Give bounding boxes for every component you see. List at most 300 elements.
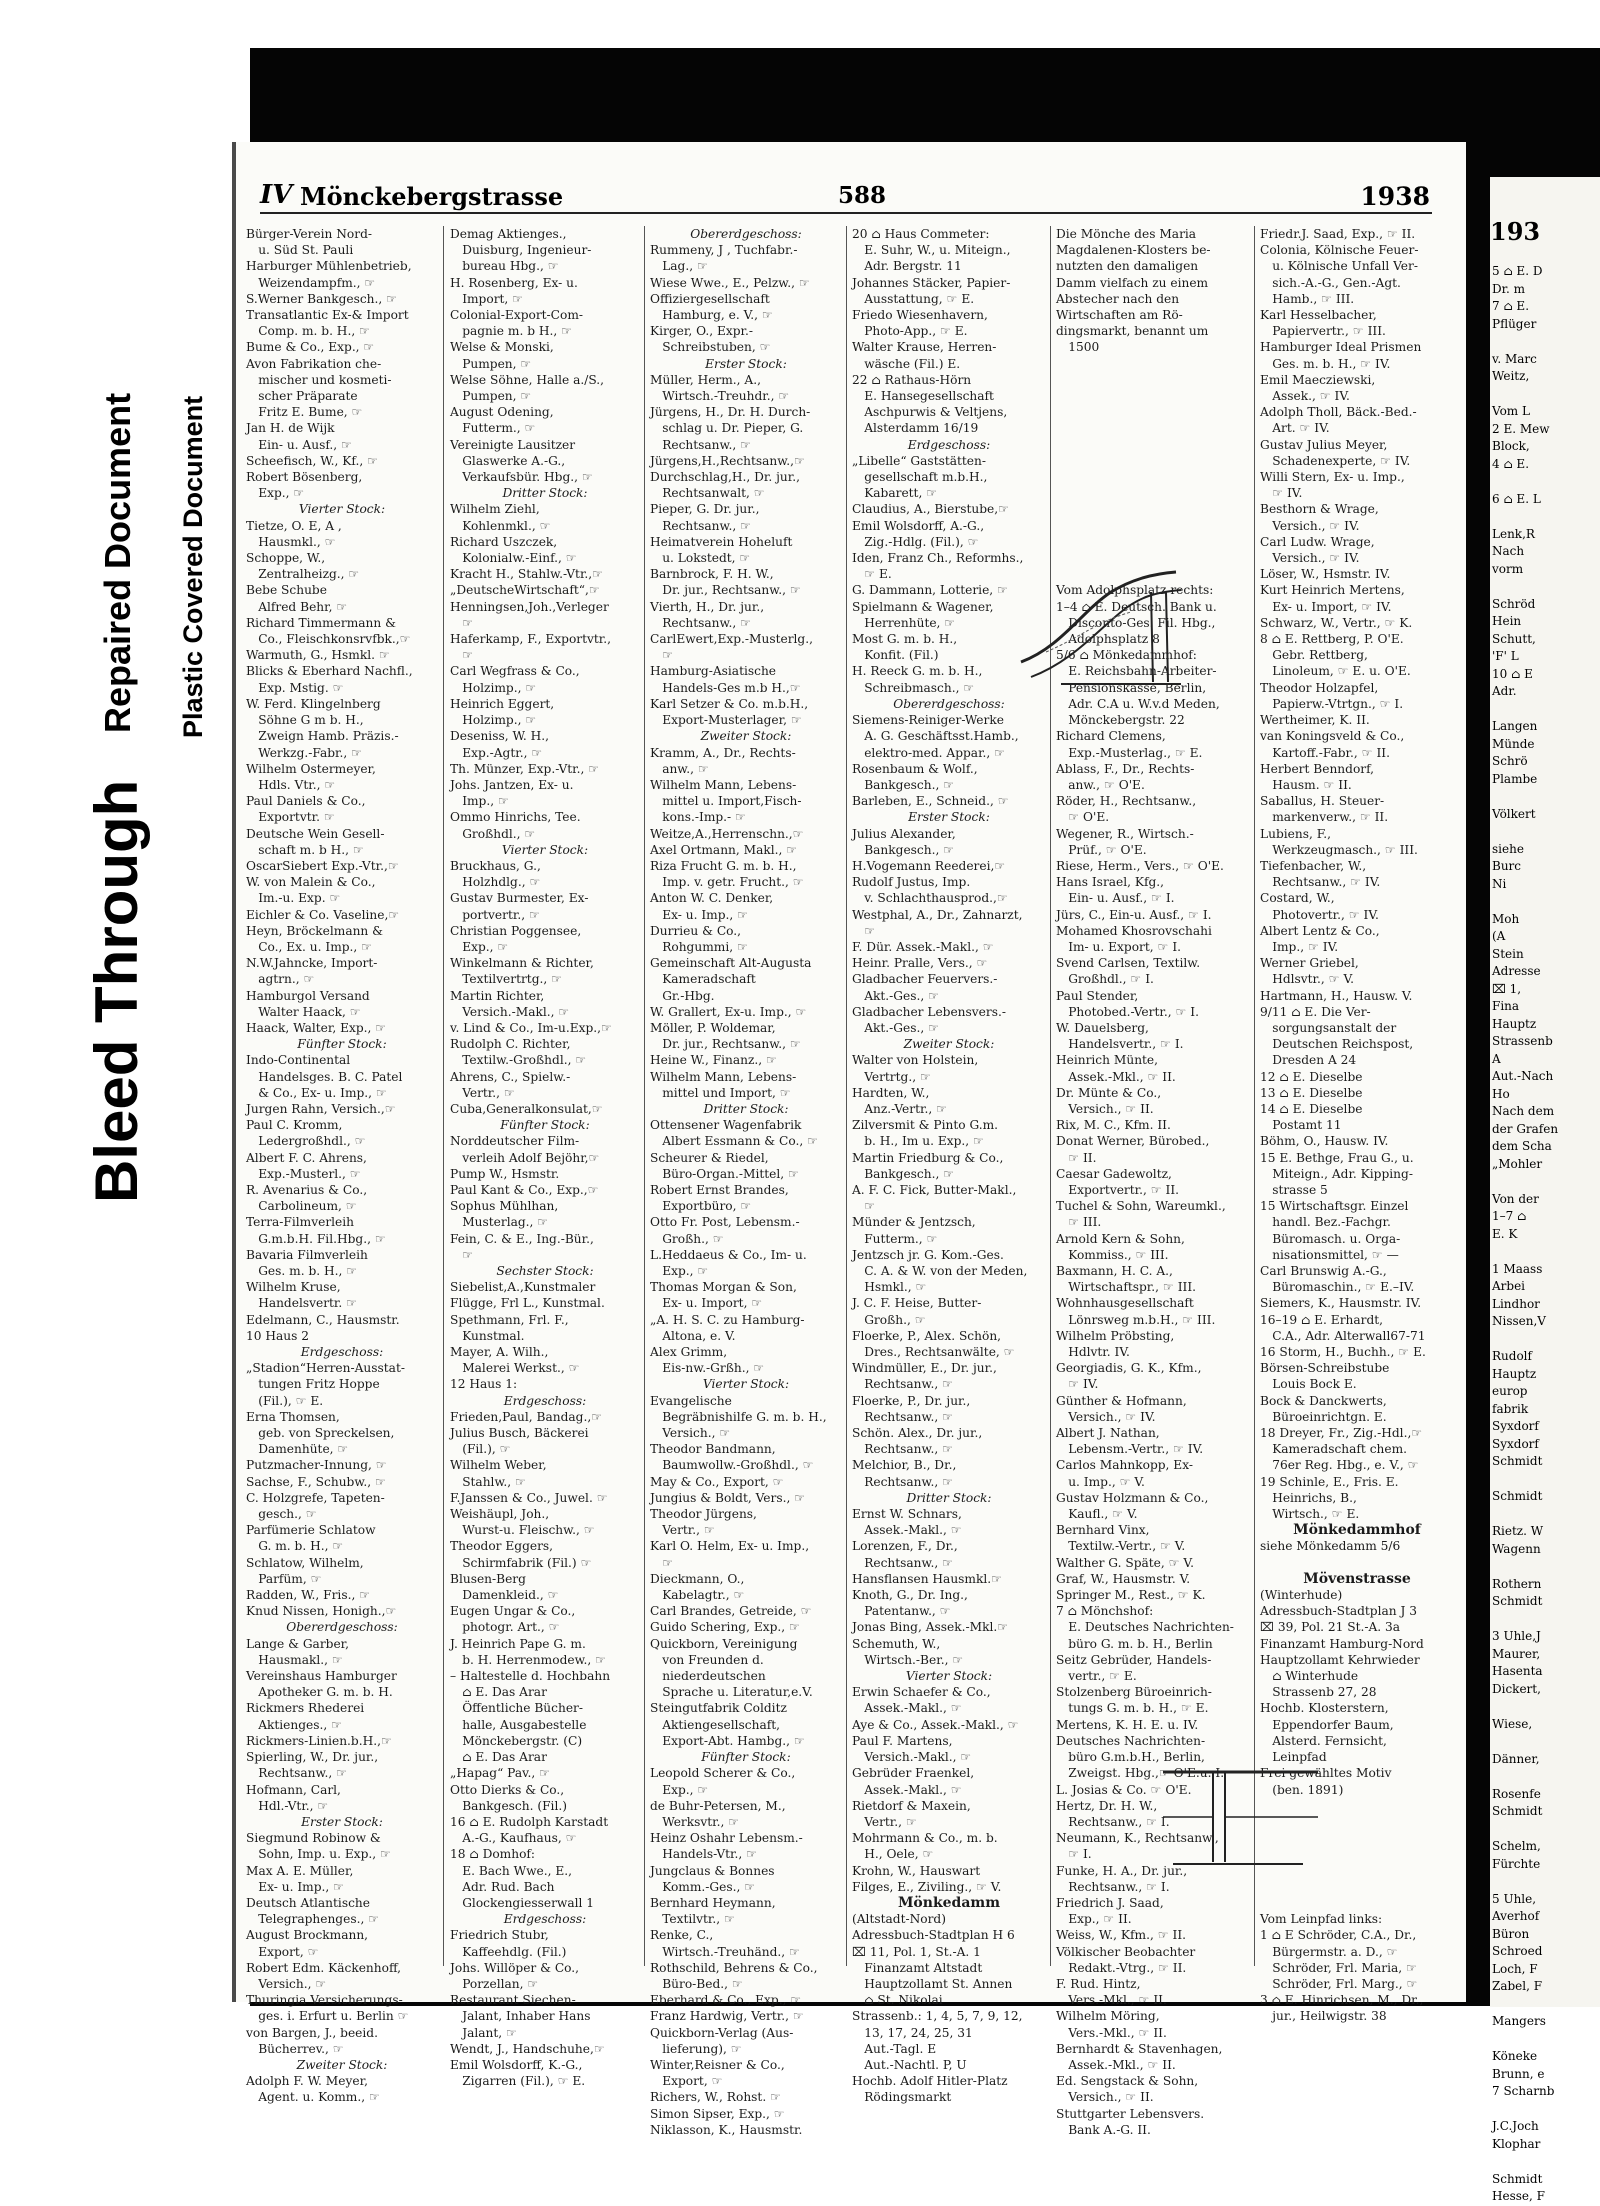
directory-entry-line: Pensionskasse, Berlin, [1056,680,1207,695]
directory-entry-line: Otto Fr. Post, Lebensm.- [650,1215,800,1230]
directory-entry-line: Handelsvertr., ☞ I. [1056,1037,1184,1052]
directory-entry-line: vertr., ☞ E. [1056,1669,1137,1684]
directory-entry-line: Postamt 11 [1260,1118,1342,1133]
directory-entry-line: Exp. Mstig. ☞ [246,680,344,695]
directory-entry-line: Futterm., ☞ [852,1231,938,1246]
next-page-line: Block, [1492,439,1530,453]
directory-entry-line: ⌂ St. Nikolai [852,1993,943,2008]
directory-entry-line: Hsmkl., ☞ [852,1280,927,1295]
directory-entry-line: W. von Malein & Co., [246,875,376,890]
district-numeral: IV [260,180,293,210]
directory-entry-line: Disconto-Ges. Fil. Hbg., [1056,615,1216,630]
directory-entry-line [1056,437,1250,453]
directory-entry-line: G. Dammann, Lotterie, ☞ [852,583,1008,598]
directory-entry-line: Robert Edm. Käckenhoff, [246,1960,402,1975]
directory-entry-line: Begräbnishilfe G. m. b. H., [650,1409,827,1424]
directory-entry-line: Jalant, Inhaber Hans [450,2009,591,2024]
next-page-line: 7 ⌂ E. [1492,299,1530,313]
directory-entry-line: Verkaufsbür. Hbg., ☞ [450,470,593,485]
directory-entry-line: Gemeinschaft Alt-Augusta [650,956,812,971]
directory-entry-line: Scheefisch, W., Kf., ☞ [246,453,379,468]
directory-entry-line: van Koningsveld & Co., [1260,729,1405,744]
directory-entry-line: Fein, C. & E., Ing.-Bür., [450,1231,594,1246]
directory-entry-line: Versich., ☞ [650,1426,731,1441]
directory-entry-line: Handelsges. B. C. Patel [246,1069,403,1084]
directory-entry-line: büro G.m.b.H., Berlin, [1056,1750,1205,1765]
directory-entry-line: Bank A.-G. II. [1056,2122,1151,2137]
directory-entry-line: Versich., ☞ II. [1056,1101,1154,1116]
directory-entry-line: Ablass, F., Dr., Rechts- [1056,761,1195,776]
directory-entry-line: (Fil.), ☞ [450,1442,511,1457]
directory-entry-line: 1500 [1056,340,1100,355]
next-page-line: „Mohler [1492,1156,1543,1171]
directory-entry-line: Siegmund Robinow & [246,1831,381,1846]
directory-entry-line: Ex- u. Imp., ☞ [650,907,749,922]
directory-entry-line: Adressbuch-Stadtplan J 3 [1260,1604,1418,1619]
directory-entry-line: Spierling, W., Dr. jur., [246,1750,379,1765]
directory-entry-line: Kabelagtr., ☞ [650,1588,745,1603]
next-page-line: Ni [1492,876,1507,891]
directory-entry-line: 20 ⌂ Haus Commeter: [852,227,990,241]
directory-entry-line: Johs. Willöper & Co., [450,1960,580,1975]
directory-entry-line: Alsterd. Fernsicht, [1260,1733,1387,1748]
directory-entry-line: Textilw.-Großhdl., ☞ [450,1053,587,1068]
directory-entry-line: Herrenhüte, ☞ [852,615,956,630]
floor-heading: Erdgeschoss: [300,1345,384,1360]
next-page-line [1492,1873,1600,1891]
directory-entry-line: Martin Friedburg & Co., [852,1150,1004,1165]
directory-entry-line: Exp.-Agtr., ☞ [450,745,543,760]
directory-entry-line: Wiese Wwe., E., Pelzw., ☞ [650,275,810,290]
directory-entry-line: Gladbacher Lebensvers.- [852,1004,1006,1019]
directory-entry-line: Rudolf Justus, Imp. [852,875,971,890]
directory-entry-line: Ottensener Wagenfabrik [650,1118,802,1133]
next-page-line: Dr. m [1492,281,1526,296]
directory-entry-line: u. Imp., ☞ V. [1056,1474,1145,1489]
directory-entry-line: Welse Söhne, Halle a./S., [450,372,605,387]
directory-entry-line: Finanzamt Hamburg-Nord [1260,1636,1424,1651]
directory-entry-line: Walter von Holstein, [852,1053,979,1068]
directory-entry-line: wäsche (Fil.) E. [852,356,961,371]
directory-entry-line: Schreibmasch., ☞ [852,680,975,695]
directory-entry-line: 19 Schinle, E., Fris. E. [1260,1474,1399,1489]
directory-entry-line: (Altstadt-Nord) [852,1912,946,1927]
directory-entry-line: Komm.-Ges., ☞ [650,1879,756,1894]
directory-entry-line: von Freunden d. [650,1652,764,1667]
directory-entry-line: Finanzamt Altstadt [852,1960,983,1975]
directory-entry-line: Wilhelm Weber, [450,1458,547,1473]
directory-entry-line: Lönrsweg m.b.H., ☞ III. [1056,1312,1216,1327]
directory-entry-line: Hardten, W., [852,1085,930,1100]
directory-entry-line: Iden, Franz Ch., Reformhs., [852,551,1024,566]
next-page-line: siehe [1492,841,1524,856]
directory-entry-line: Holzhdlg., ☞ [450,875,541,890]
directory-entry-line: Friedrich Stubr, [450,1928,549,1943]
directory-entry-line: kons.-Imp.- ☞ [650,810,746,825]
directory-entry-line: Böhm, O., Hausw. IV. [1260,1134,1389,1149]
directory-entry-line: Mayer, A. Wilh., [450,1345,549,1360]
next-page-line: Schmidt [1492,1594,1543,1608]
directory-entry-line: Dr. Münte & Co., [1056,1085,1162,1100]
directory-entry-line: Wertheimer, K. II. [1260,713,1370,728]
directory-entry-line: Handelsvertr. ☞ [246,1296,358,1311]
directory-entry-line: Börsen-Schreibstube [1260,1361,1390,1376]
next-page-line: Schmidt [1492,2171,1543,2186]
directory-entry-line: Claudius, A., Bierstube,☞ [852,502,1010,517]
directory-entry-line: Aye & Co., Assek.-Makl., ☞ [852,1717,1019,1732]
directory-entry-line: Co., Ex. u. Imp., ☞ [246,939,373,954]
directory-entry-line: Leinpfad [1260,1750,1327,1765]
directory-entry-line: Aut.-Nachtl. P, U [852,2057,967,2072]
directory-entry-line: Filges, E., Ziviling., ☞ V. [852,1879,1002,1894]
directory-entry-line: Siemers, K., Hausmstr. IV. [1260,1296,1422,1311]
directory-entry-line: L. Josias & Co. ☞ O'E. [1056,1782,1192,1797]
directory-entry-line: Vierth, H., Dr. jur., [650,599,765,614]
directory-entry-line: v. Lind & Co., Im-u.Exp.,☞ [450,1020,612,1035]
next-page-line: Pflüger [1492,316,1537,331]
directory-entry-line: Indo-Continental [246,1053,351,1068]
directory-entry-line: Melchior, B., Dr., [852,1458,957,1473]
directory-entry-line: 3 ⌂ E. Hinrichsen, M., Dr., [1260,1993,1424,2008]
directory-entry-line: OscarSiebert Exp.-Vtr.,☞ [246,858,399,873]
directory-entry-line: Parfümerie Schlatow [246,1523,376,1538]
directory-entry-line: siehe Mönkedamm 5/6 [1260,1539,1401,1554]
directory-entry-line: Kurt Heinrich Mertens, [1260,583,1405,598]
directory-entry-line: Paul F. Martens, [852,1733,953,1748]
directory-entry-line: Louis Bock E. [1260,1377,1357,1392]
directory-entry-line: Walter Krause, Herren- [852,340,997,355]
directory-entry-line: schlag u. Dr. Pieper, G. [650,421,804,436]
directory-entry-line: Winter,Reisner & Co., [650,2057,785,2072]
directory-entry-line: ☞ [650,648,674,663]
directory-entry-line: Ex- u. Import, ☞ IV. [1260,599,1392,614]
directory-entry-line: Jürs, C., Ein-u. Ausf., ☞ I. [1056,907,1212,922]
next-page-line: Aut.-Nach [1492,1069,1554,1083]
directory-entry-line: Windmüller, E., Dr. jur., [852,1361,997,1376]
next-page-line: Fürchte [1492,1856,1541,1871]
directory-entry-line: Mertens, K. H. E. u. IV. [1056,1717,1199,1732]
directory-entry-line: Axel Ortmann, Makl., ☞ [650,842,798,857]
directory-entry-line: Heyn, Bröckelmann & [246,923,384,938]
directory-entry-line: Rietdorf & Maxein, [852,1798,971,1813]
directory-entry-line: Putzmacher-Innung, ☞ [246,1458,387,1473]
directory-entry-line: Dres., Rechtsanwälte, ☞ [852,1345,1015,1360]
directory-entry-line: Costard, W., [1260,891,1335,906]
directory-entry-line: b. H., Im u. Exp., ☞ [852,1134,984,1149]
street-heading: Mönkedamm [897,1894,1001,1911]
directory-entry-line: Photo-App., ☞ E. [852,324,968,339]
directory-entry-line: H. Rosenberg, Ex- u. [450,275,578,290]
directory-entry-line: Rechtsanw., ☞ [852,1442,954,1457]
directory-entry-line: Funke, H. A., Dr. jur., [1056,1863,1188,1878]
next-page-line [1492,1996,1600,2014]
directory-entry-line: H., Oele, ☞ [852,1847,934,1862]
directory-entry-line: Schlatow, Wilhelm, [246,1555,364,1570]
directory-entry-line: Max A. E. Müller, [246,1863,354,1878]
directory-entry-line: Werkzeugmasch., ☞ III. [1260,842,1418,857]
directory-entry-line: Vertr., ☞ [450,1085,515,1100]
directory-entry-line: Durrieu & Co., [650,923,742,938]
next-page-line: Strassenb [1492,1034,1553,1048]
directory-entry-line: Lag., ☞ [650,259,708,274]
directory-entry-line: Blicks & Eberhard Nachfl., [246,664,413,679]
directory-entry-line: Versich., ☞ IV. [1056,1409,1156,1424]
next-page-line: Stein [1492,946,1524,961]
directory-entry-line: Hausmakl., ☞ [246,1652,343,1667]
directory-entry-line: Damm vielfach zu einem [1056,275,1209,290]
directory-entry-line: Jungclaus & Bonnes [650,1863,775,1878]
directory-entry-line: Bürgermstr. a. D., ☞ [1260,1944,1398,1959]
directory-entry-line: Scheurer & Riedel, [650,1150,769,1165]
directory-entry-line: Hochb. Klosterstern, [1260,1701,1389,1716]
directory-entry-line: Wilhelm Möring, [1056,2009,1160,2024]
directory-entry-line: Rothschild, Behrens & Co., [650,1960,818,1975]
directory-entry-line: ⌂ E. Das Arar [450,1685,547,1700]
directory-entry-line: Glaswerke A.-G., [450,453,566,468]
directory-entry-line: Carlos Mahnkopp, Ex- [1056,1458,1193,1473]
directory-entry-line: Walter Haack, ☞ [246,1004,361,1019]
directory-entry-line: Export, ☞ [650,2074,723,2089]
next-page-line: Nach [1492,544,1525,558]
directory-entry-line: Most G. m. b. H., [852,632,958,647]
next-page-line: Schmidt [1492,1489,1543,1503]
directory-entry-line: 7 ⌂ Mönchshof: [1056,1604,1154,1619]
directory-entry-line: Wilhelm Mann, Lebens- [650,1069,797,1084]
directory-entry-line: Bernhard Vinx, [1056,1523,1150,1538]
directory-entry-line: pagnie m. b H., ☞ [450,324,573,339]
directory-entry-line: Carl Ludw. Wrage, [1260,534,1375,549]
directory-entry-line: Assek.-Mkl., ☞ II. [1056,2057,1176,2072]
directory-entry-line: Zilversmit & Pinto G.m. [852,1118,999,1133]
street-heading: Mönkedammhof [1293,1522,1421,1539]
directory-entry-line: Robert Ernst Brandes, [650,1182,789,1197]
directory-entry-line: Mönckebergstr. (C) [450,1733,583,1748]
directory-entry-line: Imp., ☞ IV. [1260,939,1339,954]
directory-entry-line: Paul Kant & Co., Exp.,☞ [450,1182,599,1197]
directory-entry-line: Theodor Eggers, [450,1539,554,1554]
next-page-line: ⌧ 1, [1492,981,1522,996]
directory-entry-line: 12 ⌂ E. Dieselbe [1260,1069,1363,1084]
directory-entry-line: Jürgens, H., Dr. H. Durch- [650,405,811,420]
address-book-page [232,142,1466,2137]
floor-heading: Erster Stock: [301,1814,383,1829]
directory-entry-line: Textilvtr., ☞ [650,1912,735,1927]
directory-entry-line: Kartoff.-Fabr., ☞ II. [1260,745,1390,760]
next-page-line: Lindhor [1492,1296,1540,1311]
next-page-year: 193 [1490,217,1541,246]
floor-heading: Obererdgeschoss: [286,1620,398,1635]
next-page-line: Schmidt [1492,1454,1543,1468]
directory-entry-line: Eppendorfer Baum, [1260,1717,1394,1732]
directory-entry-line: Karl Setzer & Co. m.b.H., [650,696,809,711]
directory-entry-line: G.m.b.H. Fil.Hbg., ☞ [246,1231,386,1246]
directory-entry-line: Albert Essmann & Co., ☞ [650,1134,819,1149]
directory-entry-line: Prüf., ☞ O'E. [1056,842,1147,857]
directory-entry-line: Art. ☞ IV. [1260,421,1330,436]
directory-entry-line: Thomas Morgan & Son, [650,1280,797,1295]
directory-entry-line: Donat Werner, Bürobed., [1056,1134,1210,1149]
directory-entry-line: Hofmann, Carl, [246,1782,341,1797]
directory-entry-line: Hauptzollamt St. Annen [852,1976,1013,1991]
directory-entry-line: Hdlvtr. IV. [1056,1345,1130,1360]
directory-entry-line: Zigarren (Fil.), ☞ E. [450,2074,586,2089]
directory-entry-line: Spethmann, Frl. F., [450,1312,569,1327]
directory-entry-line: (ben. 1891) [1260,1782,1344,1797]
directory-entry-line: Textilvertrtg., ☞ [450,972,563,987]
directory-column-2 [450,226,640,2089]
directory-entry-line: Damenhüte, ☞ [246,1442,349,1457]
directory-entry-line: Spielmann & Wagener, [852,599,994,614]
page-number: 588 [838,182,887,209]
directory-entry-line: Renke, C., [650,1928,714,1943]
directory-entry-line: mittel und Import, ☞ [650,1085,791,1100]
directory-entry-line [1056,388,1250,404]
directory-entry-line: Röder, H., Rechtsanw., [1056,794,1197,809]
directory-entry-line: Winkelmann & Richter, [450,956,594,971]
floor-heading: Erster Stock: [705,356,787,371]
next-page-line: (A [1492,929,1506,943]
directory-entry-line: Julius Alexander, [852,826,956,841]
directory-entry-line: bureau Hbg., ☞ [450,259,559,274]
directory-entry-line: Arnold Kern & Sohn, [1056,1231,1185,1246]
directory-entry-line: Redakt.-Vtrg., ☞ II. [1056,1960,1187,1975]
directory-entry-line: dingsmarkt, benannt um [1056,324,1209,339]
directory-entry-line: W. Dauelsberg, [1056,1020,1149,1035]
directory-entry-line: 76er Reg. Hbg., e. V., ☞ [1260,1458,1419,1473]
directory-entry-line: Kolonialw.-Einf., ☞ [450,551,577,566]
directory-entry-line: Wilhelm Kruse, [246,1280,341,1295]
directory-entry-line: Th. Münzer, Exp.-Vtr., ☞ [450,761,600,776]
directory-entry-line: Lange & Garber, [246,1636,350,1651]
directory-entry-line: Knud Nissen, Honigh.,☞ [246,1604,397,1619]
directory-entry-line [1056,404,1250,420]
directory-entry-line: Ommo Hinrichs, Tee. [450,810,581,825]
next-page-line: Schutt, [1492,631,1536,646]
directory-entry-line: Stolzenberg Büroeinrich- [1056,1685,1212,1700]
directory-entry-line: Quickborn-Verlag (Aus- [650,2025,794,2040]
directory-entry-line: nisationsmittel, ☞ — [1260,1247,1399,1262]
next-page-line: Schrö [1492,754,1528,768]
directory-entry-line: Versich., ☞ II. [1056,2090,1154,2105]
directory-entry-line: Futterm., ☞ [450,421,536,436]
directory-entry-line: Duisburg, Ingenieur- [450,243,592,258]
directory-entry-line: Wirtsch.-Ber., ☞ [852,1652,964,1667]
directory-entry-line: Gebr. Rettberg, [1260,648,1368,663]
directory-entry-line: Tuchel & Sohn, Wareumkl., [1056,1199,1226,1214]
directory-entry-line: (Fil.), ☞ E. [246,1393,324,1408]
directory-entry-line: Richard Timmermann & [246,615,396,630]
directory-entry-line: Deseniss, W. H., [450,729,549,744]
directory-entry-line: Rechtsanw., ☞ [650,437,752,452]
directory-entry-line: Akt.-Ges., ☞ [852,988,940,1003]
directory-entry-line: sorgungsanstalt der [1260,1020,1397,1035]
next-page-line: Adr. [1492,684,1517,698]
next-page-line: 'F' L [1492,649,1519,663]
directory-entry-line: Ahrens, C., Spielw.- [450,1069,571,1084]
directory-entry-line: Quickborn, Vereinigung [650,1636,798,1651]
next-page-line: Hauptz [1492,1016,1537,1031]
directory-entry-line: 1–4 ⌂ E. Deutsch. Bank u. [1056,599,1217,614]
directory-entry-line: Deutschen Reichspost, [1260,1037,1414,1052]
directory-entry-line: u. Lokstedt, ☞ [650,551,751,566]
directory-entry-line: Jürgens,H.,Rechtsanw.,☞ [650,453,805,468]
directory-entry-line: Holzimp., ☞ [450,680,537,695]
next-page-line [1492,788,1600,806]
directory-entry-line: Krohn, W., Hauswart [852,1863,981,1878]
directory-entry-line: Otto Dierks & Co., [450,1782,565,1797]
next-page-line: Ho [1492,1086,1510,1101]
directory-entry-line: Dieckmann, O., [650,1571,745,1586]
directory-entry-line: Löser, W., Hsmstr. IV. [1260,567,1391,582]
floor-heading: Vierter Stock: [905,1669,993,1684]
next-page-line [1492,1611,1600,1629]
next-page-line: Dänner, [1492,1751,1540,1766]
directory-entry-line: Versich., ☞ [246,1976,327,1991]
directory-entry-line: Mohrmann & Co., m. b. [852,1831,998,1846]
next-page-line [1492,1243,1600,1261]
directory-entry-line: Neumann, K., Rechtsanw., [1056,1831,1219,1846]
directory-entry-line: Bürger-Verein Nord- [246,227,373,241]
next-page-line: Burc [1492,859,1522,873]
next-page-fragment [1490,177,1600,2203]
directory-entry-line: Adolph Tholl, Bäck.-Bed.- [1260,405,1417,420]
directory-entry-line: Ed. Sengstack & Sohn, [1056,2074,1199,2089]
directory-entry-line: Rechtsanwalt, ☞ [650,486,765,501]
directory-entry-line: Rickmers Rhederei [246,1701,365,1716]
next-page-line: J.C.Joch [1492,2119,1539,2133]
directory-entry-line: Colonia, Kölnische Feuer- [1260,243,1419,258]
street-title: Mönckebergstrasse [300,182,564,211]
directory-entry-line: Eichler & Co. Vaseline,☞ [246,907,400,922]
directory-entry-line: Aktiengesellschaft, [650,1717,780,1732]
directory-entry-line: Papierw.-Vtrtgn., ☞ I. [1260,696,1404,711]
directory-entry-line: Ex- u. Import, ☞ [650,1296,763,1311]
directory-entry-line: Söhne G m b. H., [246,713,364,728]
directory-entry-line: Ges. m. b. H., ☞ IV. [1260,356,1391,371]
directory-entry-line: Walther G. Späte, ☞ V. [1056,1555,1194,1570]
plastic-covered-label: Plastic Covered Document [178,395,208,738]
next-page-line [1492,2031,1600,2049]
floor-heading: Zweiter Stock: [903,1037,995,1052]
directory-entry-line: Terra-Filmverleih [246,1215,355,1230]
directory-entry-line: C.A., Adr. Alterwall67-71 [1260,1328,1426,1343]
next-page-line [1492,701,1600,719]
directory-entry-line: Bock & Danckwerts, [1260,1393,1387,1408]
directory-entry-line: Knoth, G., Dr. Ing., [852,1588,968,1603]
directory-entry-line: Versich.-Makl., ☞ [852,1750,972,1765]
directory-entry-line: Linoleum, ☞ E. u. O'E. [1260,664,1411,679]
directory-entry-line: Wilhelm Mann, Lebens- [650,777,797,792]
directory-entry-line: Seitz Gebrüder, Handels- [1056,1652,1212,1667]
directory-entry-line: photogr. Art., ☞ [450,1620,560,1635]
directory-entry-line: Wilhelm Pröbsting, [1056,1328,1175,1343]
directory-entry-line: Norddeutscher Film- [450,1134,580,1149]
directory-entry-line: Simon Sipser, Exp., ☞ [650,2106,785,2121]
label-column [0,48,250,2006]
next-page-line: A [1492,1051,1501,1066]
next-page-line [1492,1331,1600,1349]
directory-entry-line: mischer und kosmeti- [246,372,392,387]
column-divider [443,226,444,1966]
next-page-line [1492,1173,1600,1191]
next-page-line [1492,473,1600,491]
directory-entry-line: Büromasch. u. Orga- [1260,1231,1401,1246]
directory-entry-line: Schröder, Frl. Maria, ☞ [1260,1960,1417,1975]
directory-entry-line: Emil Wolsdorff, K.-G., [450,2057,583,2072]
directory-entry-line: Jungius & Boldt, Vers., ☞ [650,1490,806,1505]
directory-entry-line: Siebelist,A.,Kunstmaler [450,1280,596,1295]
directory-entry-line: Hausm. ☞ II. [1260,777,1352,792]
